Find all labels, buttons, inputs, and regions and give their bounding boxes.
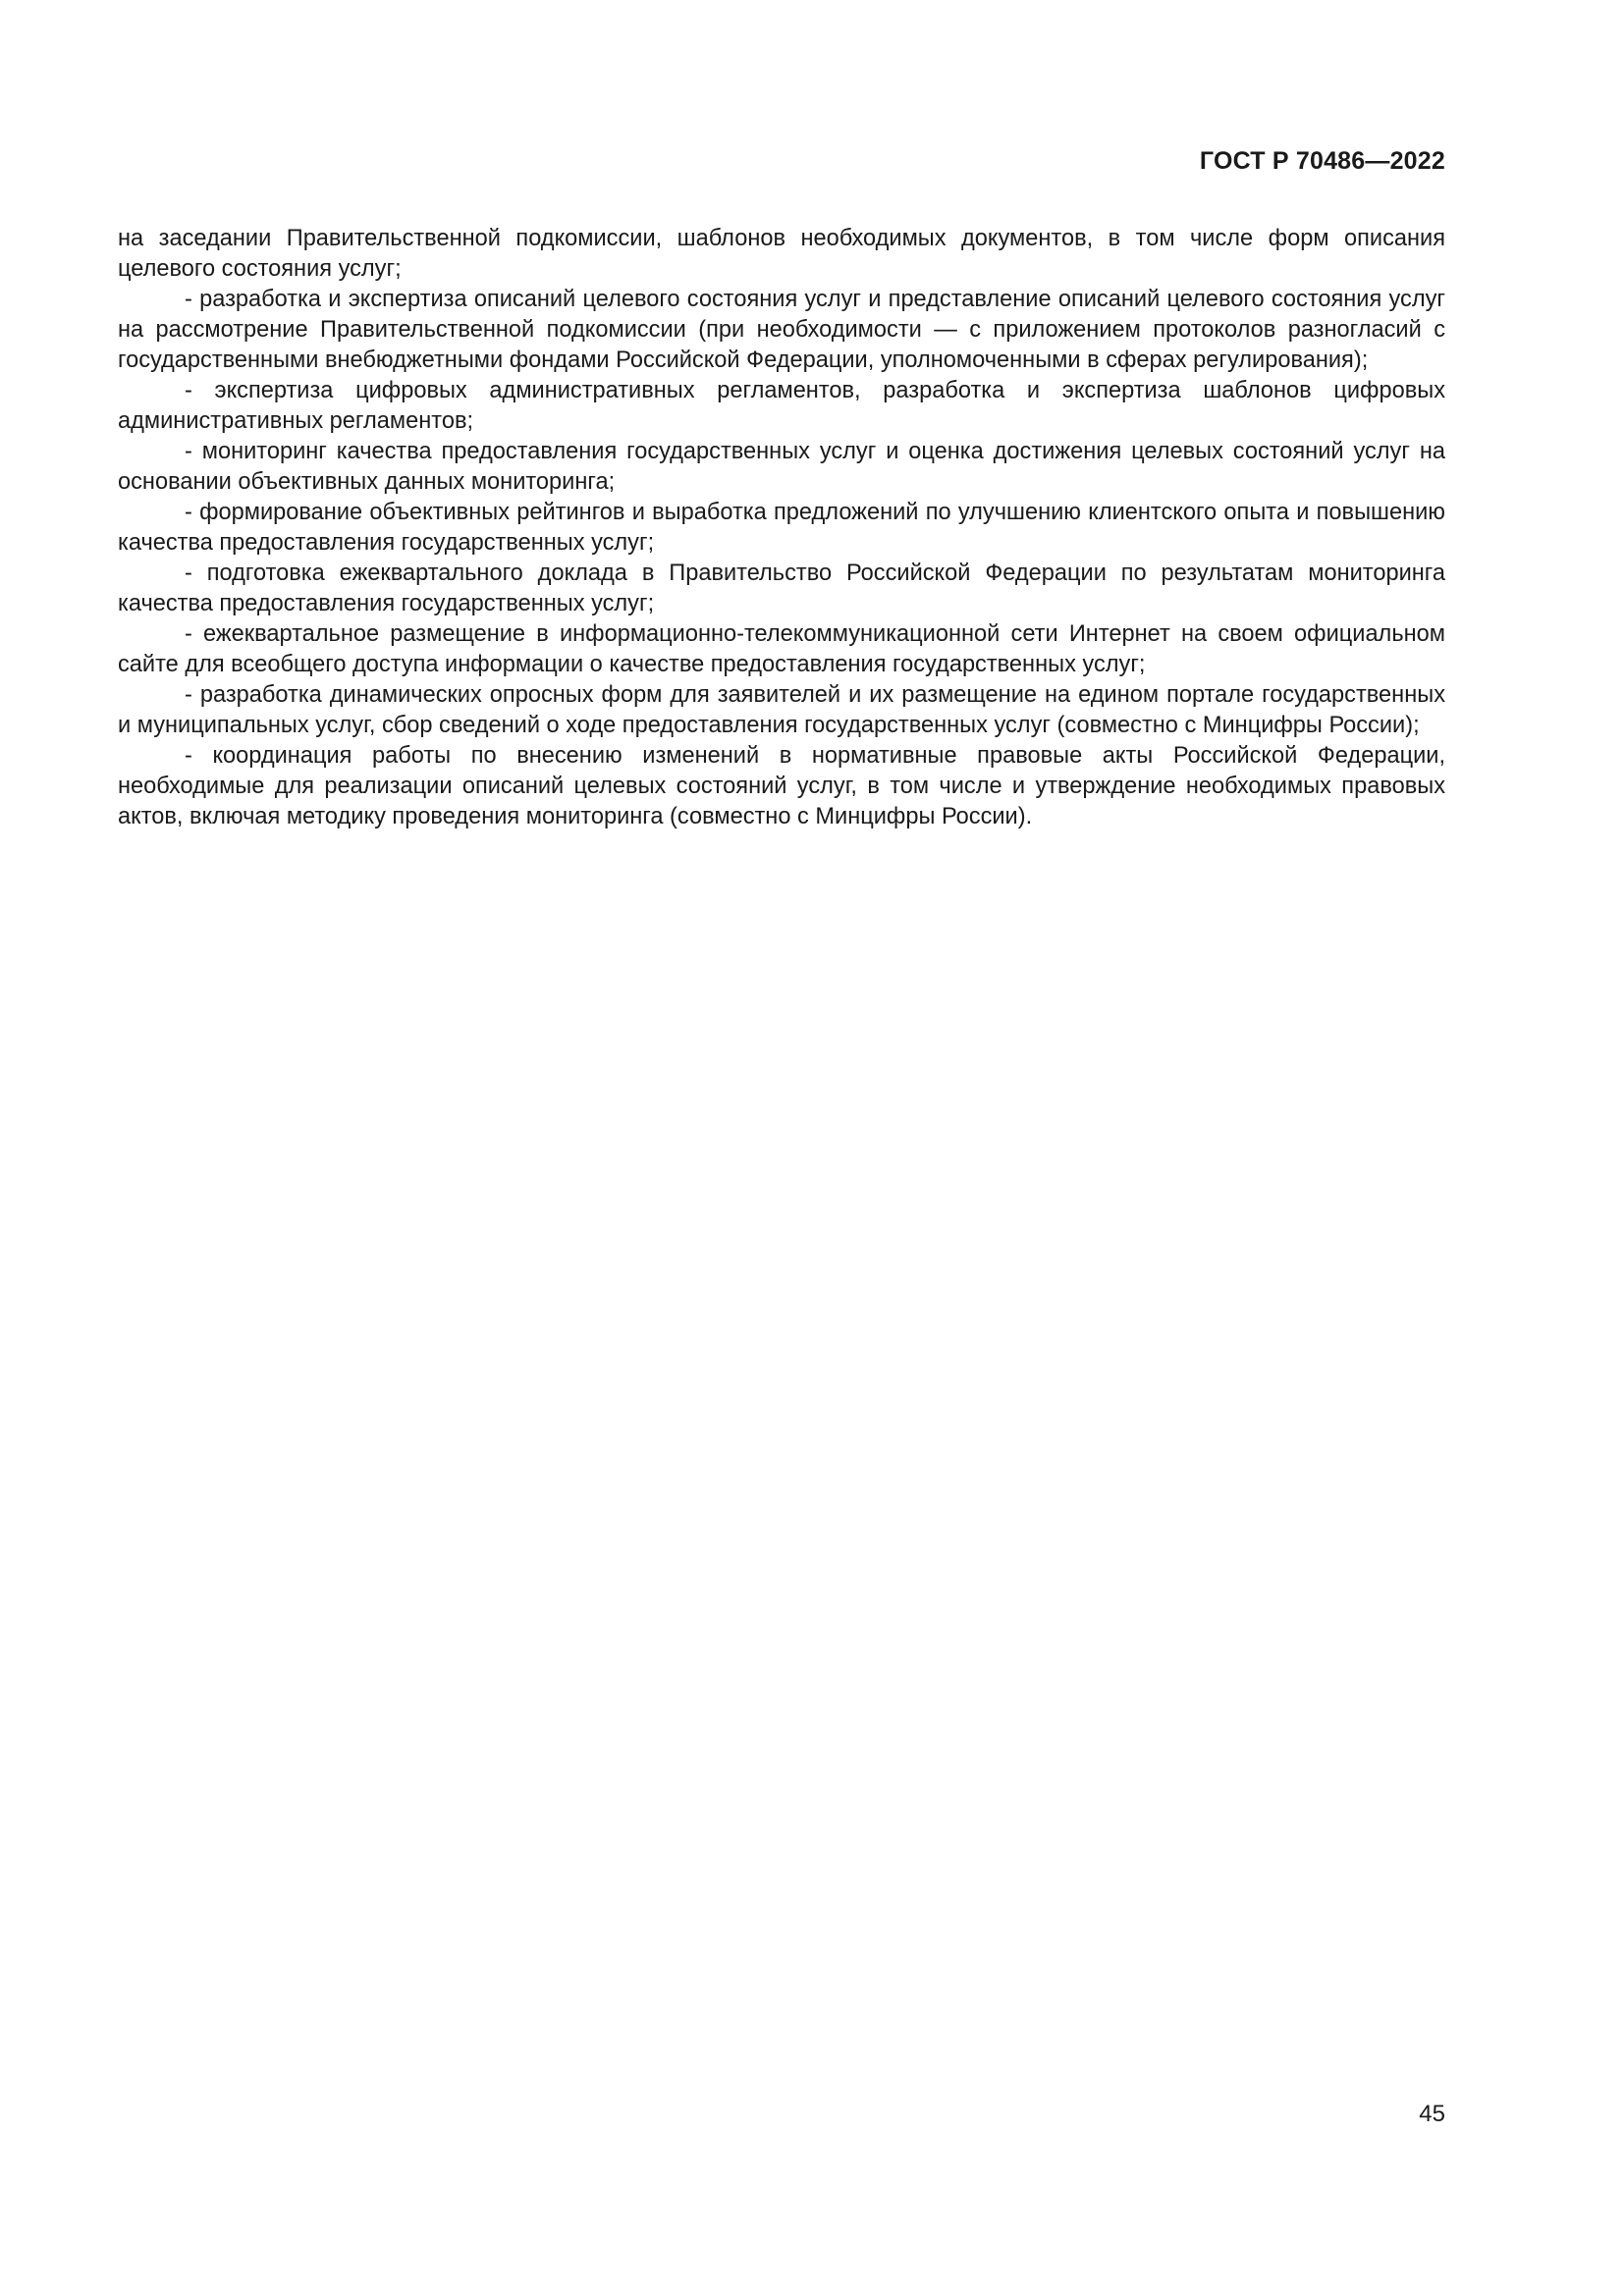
document-body: [118, 224, 1445, 832]
list-item: - разработка динамических опросных форм для заявителей и их размещение на едином портале государственных и муниципальных услуг, сбор сведений о ходе предоставления государственных услуг (совместно с Минцифры России);: [118, 682, 1445, 738]
list-item: - ежеквартальное размещение в информационно-телекоммуникационной сети Интернет на своем официальном сайте для всеобщего доступа информации о качестве предоставления государственных услуг;: [118, 621, 1445, 677]
document-header-id: ГОСТ Р 70486—2022: [1199, 147, 1445, 175]
paragraph-continuation: на заседании Правительственной подкомиссии, шаблонов необходимых документов, в том числе форм описания целевого состояния услуг;: [118, 226, 1445, 282]
list-item: - формирование объективных рейтингов и выработка предложений по улучшению клиентского опыта и повышению качества предоставления государственных услуг;: [118, 500, 1445, 556]
list-item: - разработка и экспертиза описаний целевого состояния услуг и представление описаний целевого состояния услуг на рассмотрение Правительственной подкомиссии (при необходимости — с приложением протоколов разногласий с государственными внебюджетными фондами Российской Федерации, уполномоченными в сферах регулирования);: [118, 287, 1445, 373]
list-item: - экспертиза цифровых административных регламентов, разработка и экспертиза шаблонов цифровых административных регламентов;: [118, 378, 1445, 434]
list-item: - подготовка ежеквартального доклада в Правительство Российской Федерации по результатам мониторинга качества предоставления государственных услуг;: [118, 561, 1445, 616]
list-item: - мониторинг качества предоставления государственных услуг и оценка достижения целевых состояний услуг на основании объективных данных мониторинга;: [118, 439, 1445, 495]
list-item: - координация работы по внесению изменений в нормативные правовые акты Российской Федерации, необходимые для реализации описаний целевых состояний услуг, в том числе и утверждение необходимых правовых актов, включая методику проведения мониторинга (совместно с Минцифры России).: [118, 743, 1445, 829]
page-number: 45: [1419, 2101, 1445, 2127]
